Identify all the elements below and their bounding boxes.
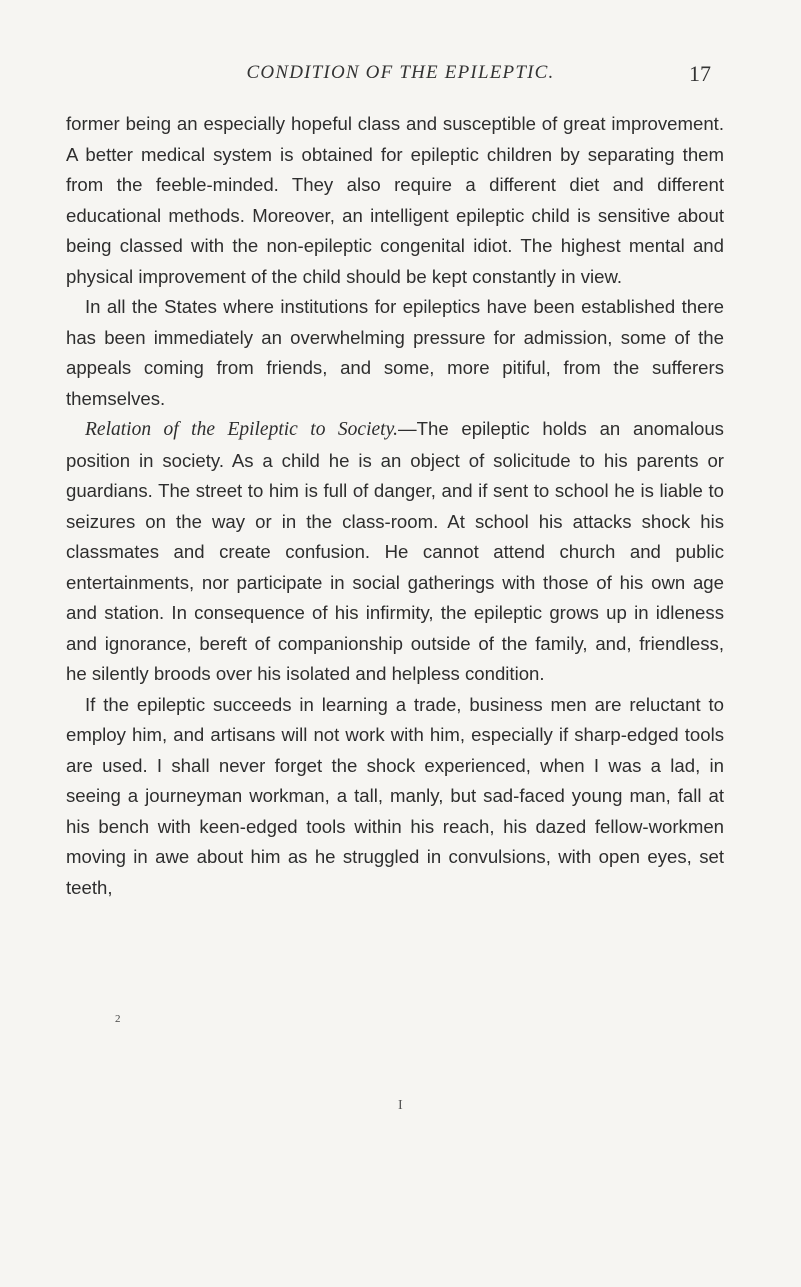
paragraph-3 xyxy=(66,414,724,690)
body-text xyxy=(66,109,724,903)
running-title: CONDITION OF THE EPILEPTIC. xyxy=(246,62,555,83)
section-heading: Relation of the Epileptic to Society. xyxy=(85,419,399,440)
paragraph-2: In all the States where institutions for epileptics have been established there has been immediately an overwhelming pressure for admission, some of the appeals coming from friends, and some, more pitiful, from the sufferers themselves. xyxy=(66,296,724,409)
paragraph-3-text: —The epileptic holds an anomalous position in society. As a child he is an object of solicitude to his parents or guardians. The street to him is full of danger, and if sent to school he is liable to seizures on the way or in the class-room. At school his attacks shock his classmates and create confusion. He cannot attend church and public entertainments, nor participate in social gatherings with those of his own age and station. In consequence of his infirmity, the epileptic grows up in idleness and ignorance, bereft of companionship outside of the family, and, friendless, he silently broods over his isolated and helpless condition. xyxy=(66,418,724,684)
paragraph-4: If the epileptic succeeds in learning a trade, business men are reluctant to employ him, and artisans will not work with him, especially if sharp-edged tools are used. I shall never forget the shock experienced, when I was a lad, in seeing a journeyman workman, a tall, manly, but sad-faced young man, fall at his bench with keen-edged tools within his reach, his dazed fellow-workmen moving in awe about him as he struggled in convulsions, with open eyes, set teeth, xyxy=(66,693,724,898)
running-head xyxy=(0,62,801,90)
page-number: 17 xyxy=(689,61,711,86)
paragraph-1: former being an especially hopeful class and susceptible of great improvement. A better medical system is obtained for epileptic children by separating them from the feeble-minded. They also require a different diet and different educational methods. Moreover, an intelligent epileptic child is sensitive about being classed with the non-epileptic congenital idiot. The highest mental and physical improvement of the child should be kept constantly in view. xyxy=(66,113,724,287)
signature-mark: 2 xyxy=(115,1013,121,1025)
sheet-mark: I xyxy=(398,1098,403,1113)
